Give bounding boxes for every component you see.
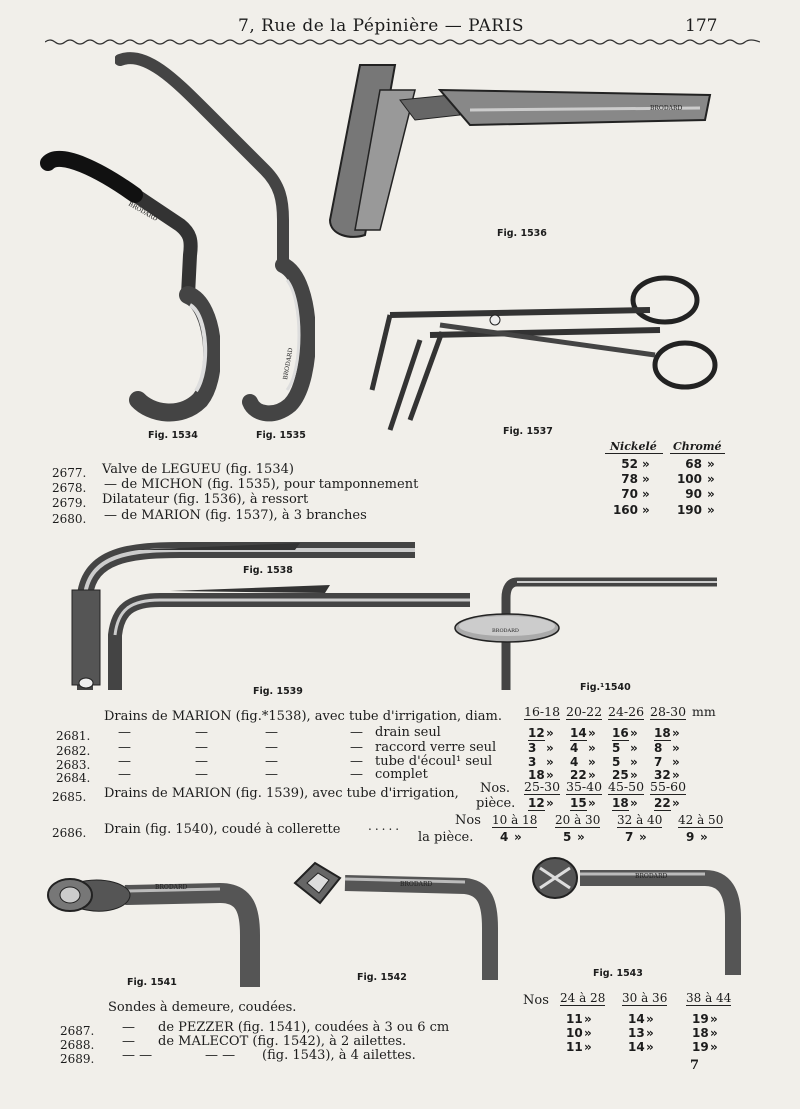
franc-mark: »	[646, 1040, 654, 1054]
engraving-5: BRODARD	[155, 884, 188, 891]
ditto-dash: —	[118, 767, 131, 782]
col-rule-nickel	[605, 453, 663, 454]
price: 18	[612, 796, 629, 810]
price: 14	[570, 726, 587, 740]
price: 12	[528, 796, 545, 810]
drains-marion-illustration	[60, 535, 480, 695]
price: 19	[692, 1012, 709, 1026]
ditto-dash: —	[195, 740, 208, 755]
franc-mark: »	[588, 741, 596, 755]
franc-mark: »	[642, 472, 650, 486]
item-ref: 2683.	[56, 758, 91, 772]
fig-1539-label: Fig. 1539	[253, 686, 303, 697]
franc-mark: »	[588, 796, 596, 810]
item-ref: 2677.	[52, 466, 87, 480]
item-label: (fig. 1543), à 4 ailettes.	[262, 1048, 416, 1063]
ditto-dash: —	[122, 1034, 135, 1049]
price: 7	[625, 830, 634, 844]
ditto-dash: —	[118, 725, 131, 740]
price: 13	[628, 1026, 645, 1040]
price: 18	[528, 768, 545, 782]
franc-mark: »	[646, 1012, 654, 1026]
footer-mark: 7	[690, 1058, 700, 1073]
price-nickel: 160	[612, 503, 638, 517]
sonde-pezzer-illustration	[45, 865, 270, 990]
item-ref: 2689.	[60, 1052, 95, 1066]
franc-mark: »	[710, 1040, 718, 1054]
price: 16	[612, 726, 629, 740]
ditto-dash: —	[195, 725, 208, 740]
ditto-dash: —	[118, 740, 131, 755]
price: 32	[654, 768, 671, 782]
price-chrome: 68	[685, 457, 702, 471]
franc-mark: »	[672, 726, 680, 740]
price-nickel: 70	[621, 487, 638, 501]
price: 14	[628, 1040, 645, 1054]
franc-mark: »	[707, 487, 715, 501]
franc-mark: »	[588, 755, 596, 769]
page-number: 177	[685, 16, 718, 36]
item-label: — de MICHON (fig. 1535), pour tamponnement	[104, 477, 419, 492]
sonde-malecot-illustration	[285, 858, 505, 983]
price: 19	[692, 1040, 709, 1054]
item-ref: 2680.	[52, 512, 87, 526]
franc-mark: »	[630, 726, 638, 740]
franc-mark: »	[630, 796, 638, 810]
engraving-3: BRODARD	[650, 105, 683, 112]
fig-1536-label: Fig. 1536	[497, 228, 547, 239]
engraving-6: BRODARD	[400, 881, 433, 888]
size-header: 20-22	[566, 704, 603, 719]
franc-mark: »	[630, 768, 638, 782]
sondes-title: Sondes à demeure, coudées.	[108, 1000, 297, 1015]
price: 5	[563, 830, 572, 844]
fig-1537-label: Fig. 1537	[503, 426, 553, 437]
franc-mark: »	[672, 741, 680, 755]
size-header: 42 à 50	[678, 813, 724, 827]
item-label: Dilatateur (fig. 1536), à ressort	[102, 492, 309, 507]
franc-mark: »	[700, 830, 708, 844]
ditto-dash: —	[265, 725, 278, 740]
franc-mark: »	[546, 726, 554, 740]
size-header: 30 à 36	[622, 991, 668, 1005]
item-ref: 2686.	[52, 826, 87, 840]
engraving-4: BRODARD	[492, 628, 519, 634]
franc-mark: »	[546, 755, 554, 769]
item-label: — de MARION (fig. 1537), à 3 branches	[104, 508, 367, 523]
price-nickel: 52	[621, 457, 638, 471]
item-label: raccord verre seul	[375, 740, 497, 755]
header-title: 7, Rue de la Pépinière — PARIS	[238, 16, 524, 36]
size-header: 55-60	[650, 779, 687, 794]
price: 18	[654, 726, 671, 740]
size-header: 16-18	[524, 704, 561, 719]
item-ref: 2688.	[60, 1038, 95, 1052]
ditto-dash: —	[265, 767, 278, 782]
franc-mark: »	[639, 830, 647, 844]
franc-mark: »	[710, 1012, 718, 1026]
ditto-dash: —	[195, 754, 208, 769]
size-header: 20 à 30	[555, 813, 601, 827]
franc-mark: »	[588, 768, 596, 782]
price: 4	[570, 755, 579, 769]
price-chrome: 90	[685, 487, 702, 501]
ditto-dash: —	[350, 725, 363, 740]
franc-mark: »	[672, 796, 680, 810]
price: 15	[570, 796, 587, 810]
franc-mark: »	[642, 487, 650, 501]
valve-michon-illustration	[115, 50, 315, 425]
ditto-dash: — —	[205, 1048, 236, 1063]
fig-1540-label: Fig.¹1540	[580, 682, 631, 693]
price: 14	[628, 1012, 645, 1026]
franc-mark: »	[707, 457, 715, 471]
ditto-dash: — —	[122, 1048, 153, 1063]
item-label: de MALECOT (fig. 1542), à 2 ailettes.	[158, 1034, 407, 1049]
size-header: 25-30	[524, 779, 561, 794]
drain-collerette-illustration	[452, 570, 722, 695]
item-ref: 2687.	[60, 1024, 95, 1038]
item-ref: 2682.	[56, 744, 91, 758]
engraving-7: BRODARD	[635, 873, 668, 880]
item-ref: 2678.	[52, 481, 87, 495]
item-ref: 2681.	[56, 729, 91, 743]
price: 10	[566, 1026, 583, 1040]
franc-mark: »	[707, 503, 715, 517]
fig-1534-label: Fig. 1534	[148, 430, 198, 441]
fig-1541-label: Fig. 1541	[127, 977, 177, 988]
fig-1538-label: Fig. 1538	[243, 565, 293, 576]
franc-mark: »	[710, 1026, 718, 1040]
piece-label: la pièce.	[418, 830, 474, 845]
item-ref: 2684.	[56, 771, 91, 785]
item-label: tube d'écoul¹ seul	[375, 754, 493, 769]
franc-mark: »	[546, 768, 554, 782]
ditto-dash: —	[265, 754, 278, 769]
price: 18	[692, 1026, 709, 1040]
franc-mark: »	[584, 1026, 592, 1040]
size-header: 24-26	[608, 704, 645, 719]
marion-dilatateur-illustration	[360, 270, 725, 435]
price: 3	[528, 741, 537, 755]
item-label: Drains de MARION (fig. 1539), avec tube d'irrigation,	[104, 786, 459, 801]
ditto-dash: —	[195, 767, 208, 782]
nos-label: Nos	[523, 993, 549, 1008]
franc-mark: »	[588, 726, 596, 740]
size-header: 28-30	[650, 704, 687, 719]
price-chrome: 190	[676, 503, 702, 517]
item-ref: 2679.	[52, 496, 87, 510]
price: 5	[612, 755, 621, 769]
nos-label: Nos	[455, 813, 481, 828]
price: 4	[500, 830, 509, 844]
ditto-dash: —	[265, 740, 278, 755]
size-header: 35-40	[566, 779, 603, 794]
item-label: Valve de LEGUEU (fig. 1534)	[102, 462, 294, 477]
price: 7	[654, 755, 663, 769]
col-header-chrome: Chromé	[673, 440, 722, 453]
engraving-1: BRODARD	[127, 200, 159, 223]
price: 25	[612, 768, 629, 782]
franc-mark: »	[546, 796, 554, 810]
header-rule	[45, 38, 760, 46]
price: 9	[686, 830, 695, 844]
fig-1542-label: Fig. 1542	[357, 972, 407, 983]
fig-1543-label: Fig. 1543	[593, 968, 643, 979]
item-ref: 2685.	[52, 790, 87, 804]
ditto-dash: —	[350, 767, 363, 782]
engraving-2: BRODARD	[282, 347, 295, 381]
sonde-4-ailettes-illustration	[525, 853, 745, 978]
price-chrome: 100	[676, 472, 702, 486]
fig-1535-label: Fig. 1535	[256, 430, 306, 441]
price: 11	[566, 1040, 583, 1054]
unit-label: mm	[692, 704, 716, 719]
price: 11	[566, 1012, 583, 1026]
price: 22	[654, 796, 671, 810]
nos-label: Nos.	[480, 781, 511, 796]
franc-mark: »	[646, 1026, 654, 1040]
size-header: 24 à 28	[560, 991, 606, 1005]
size-header: 38 à 44	[686, 991, 732, 1005]
ditto-dash: —	[118, 754, 131, 769]
price: 22	[570, 768, 587, 782]
price: 12	[528, 726, 545, 740]
franc-mark: »	[630, 755, 638, 769]
price: 8	[654, 741, 663, 755]
ditto-dash: —	[350, 740, 363, 755]
col-header-nickel: Nickelé	[610, 440, 657, 453]
item-label: de PEZZER (fig. 1541), coudées à 3 ou 6 cm	[158, 1020, 450, 1035]
franc-mark: »	[672, 755, 680, 769]
size-header: 45-50	[608, 779, 645, 794]
item-label: complet	[375, 767, 428, 782]
price: 3	[528, 755, 537, 769]
piece-label: pièce.	[476, 796, 516, 811]
dilatateur-illustration	[320, 60, 715, 245]
franc-mark: »	[577, 830, 585, 844]
franc-mark: »	[584, 1012, 592, 1026]
item-label: Drain (fig. 1540), coudé à collerette	[104, 822, 341, 837]
size-header: 10 à 18	[492, 813, 538, 827]
item-label: drain seul	[375, 725, 441, 740]
price-nickel: 78	[621, 472, 638, 486]
franc-mark: »	[642, 457, 650, 471]
franc-mark: »	[630, 741, 638, 755]
franc-mark: »	[514, 830, 522, 844]
franc-mark: »	[584, 1040, 592, 1054]
price: 4	[570, 741, 579, 755]
col-rule-chrome	[670, 453, 725, 454]
franc-mark: »	[672, 768, 680, 782]
franc-mark: »	[546, 741, 554, 755]
ditto-dash: —	[350, 754, 363, 769]
size-header: 32 à 40	[617, 813, 663, 827]
leader-dots: .....	[368, 819, 403, 833]
price: 5	[612, 741, 621, 755]
franc-mark: »	[707, 472, 715, 486]
drains-marion-title: Drains de MARION (fig.*1538), avec tube d'irrigation, diam.	[104, 709, 502, 724]
ditto-dash: —	[122, 1020, 135, 1035]
franc-mark: »	[642, 503, 650, 517]
